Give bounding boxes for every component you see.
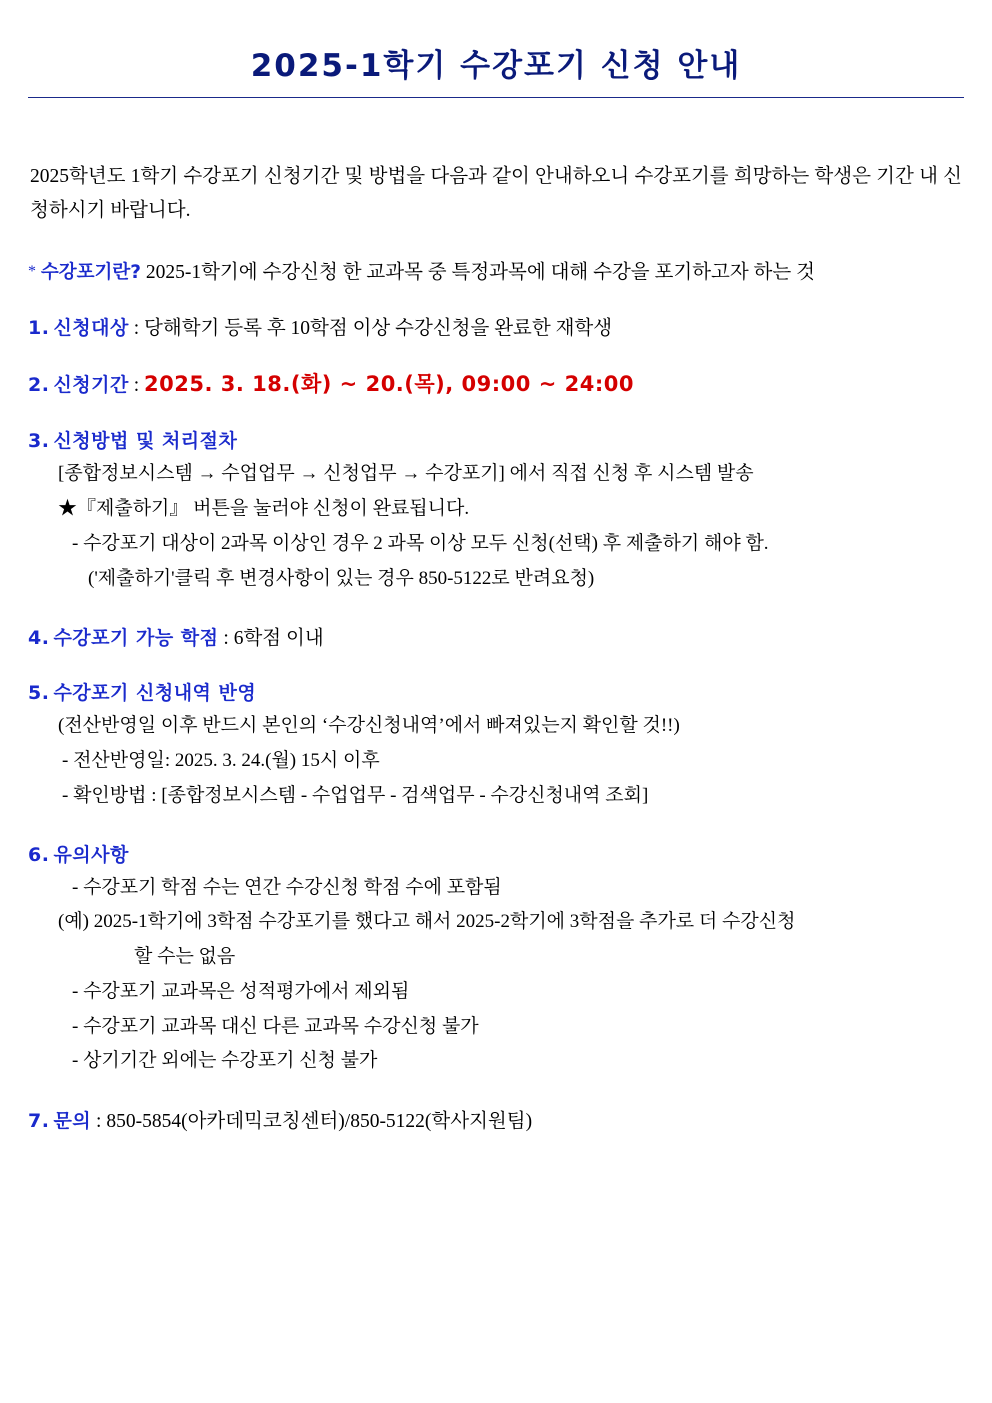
section-1-number: 1. (28, 317, 50, 340)
section-3-line-2: ★『제출하기』 버튼을 눌러야 신청이 완료됩니다. (58, 498, 470, 520)
section-4 (28, 622, 964, 650)
section-5-number: 5. (28, 682, 50, 705)
section-1 (28, 312, 964, 340)
section-4-separator: : (218, 628, 234, 650)
section-5-line-2: - 전산반영일: 2025. 3. 24.(월) 15시 이후 (62, 750, 380, 772)
contact-value: 850-5854(아카데믹코칭센터)/850-5122(학사지원팀) (106, 1111, 533, 1133)
section-2 (28, 368, 964, 398)
section-2-separator: : (128, 375, 145, 397)
section-6-lines (28, 873, 964, 1078)
section-3-lines (28, 459, 964, 594)
section-3-heading: 신청방법 및 처리절차 (53, 430, 238, 453)
application-period-value: 2025. 3. 18.(화) ~ 20.(목), 09:00 ~ 24:00 (144, 372, 634, 397)
asterisk-icon: * (28, 263, 36, 281)
section-7-separator: : (91, 1111, 107, 1133)
section-3-line-1: [종합정보시스템 → 수업업무 → 신청업무 → 수강포기] 에서 직접 신청 후 시스템 발송 (58, 463, 754, 485)
section-3-line-3: - 수강포기 대상이 2과목 이상인 경우 2 과목 이상 모두 신청(선택) 후 제출하기 해야 함. (72, 532, 769, 554)
section-6-line-6: - 상기기간 외에는 수강포기 신청 불가 (72, 1050, 378, 1072)
section-6-line-1: - 수강포기 학점 수는 연간 수강신청 학점 수에 포함됨 (72, 876, 502, 898)
section-5-lines (28, 711, 964, 811)
section-5 (28, 678, 964, 811)
definition-line (28, 256, 964, 284)
section-3 (28, 426, 964, 594)
section-6-line-4: - 수강포기 교과목은 성적평가에서 제외됨 (72, 980, 410, 1002)
section-1-separator: : (128, 318, 145, 340)
section-4-heading: 수강포기 가능 학점 (53, 627, 219, 650)
intro-paragraph: 2025학년도 1학기 수강포기 신청기간 및 방법을 다음과 같이 안내하오니 수강포기를 희망하는 학생은 기간 내 신청하시기 바랍니다. (30, 166, 962, 222)
section-6-heading: 유의사항 (53, 843, 129, 866)
title-divider (28, 97, 964, 98)
section-6-line-5: - 수강포기 교과목 대신 다른 교과목 수강신청 불가 (72, 1015, 479, 1037)
section-4-value: 6학점 이내 (233, 628, 324, 650)
section-7-number: 7. (28, 1110, 50, 1133)
section-7 (28, 1105, 964, 1133)
section-3-number: 3. (28, 430, 50, 453)
section-5-heading: 수강포기 신청내역 반영 (53, 682, 257, 705)
section-6 (28, 840, 964, 1078)
section-6-line-2: (예) 2025-1학기에 3학점 수강포기를 했다고 해서 2025-2학기에 3학점을 추가로 더 수강신청 (58, 911, 796, 933)
section-6-number: 6. (28, 843, 50, 866)
section-6-line-3: 할 수는 없음 (134, 946, 236, 968)
page-title: 2025-1학기 수강포기 신청 안내 (250, 48, 742, 84)
section-4-number: 4. (28, 627, 50, 650)
section-3-line-4: ('제출하기'클릭 후 변경사항이 있는 경우 850-5122로 반려요청) (88, 567, 595, 589)
section-5-line-3: - 확인방법 : [종합정보시스템 - 수업업무 - 검색업무 - 수강신청내역 조회] (62, 784, 649, 806)
section-1-heading: 신청대상 (53, 317, 129, 340)
definition-term: 수강포기란? (40, 262, 141, 284)
section-7-heading: 문의 (53, 1110, 92, 1133)
section-1-value: 당해학기 등록 후 10학점 이상 수강신청을 완료한 재학생 (144, 318, 613, 340)
section-5-line-1: (전산반영일 이후 반드시 본인의 ‘수강신청내역’에서 빠져있는지 확인할 것!!) (58, 715, 680, 737)
section-2-heading: 신청기간 (53, 374, 129, 397)
section-2-number: 2. (28, 374, 50, 397)
definition-text: 2025-1학기에 수강신청 한 교과목 중 특정과목에 대해 수강을 포기하고자 하는 것 (145, 262, 815, 284)
